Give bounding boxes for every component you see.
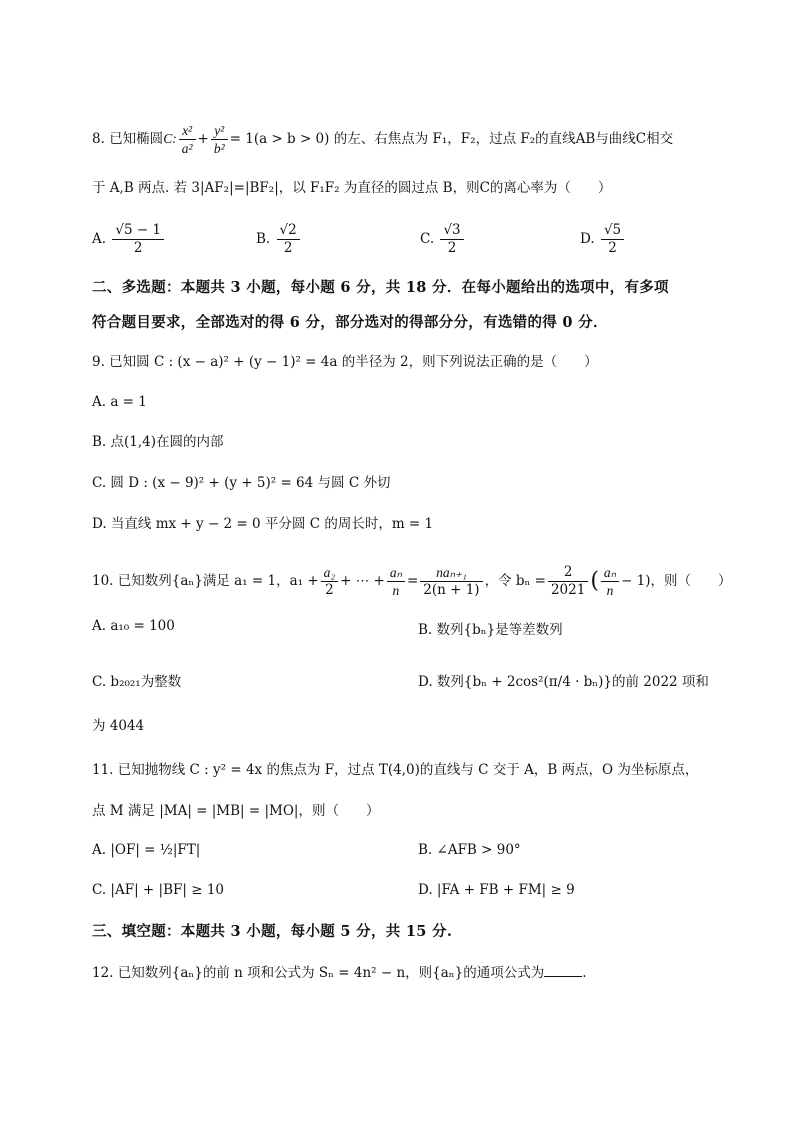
q12-stem: 12. 已知数列{aₙ}的前 n 项和公式为 Sₙ = 4n² − n，则{aₙ}的通项公式为 — [92, 965, 545, 981]
q10-option-d[interactable]: D. 数列{bₙ + 2cos²(π/4 · bₙ)}的前 2022 项和 — [418, 674, 709, 690]
q8-option-d[interactable]: D. $\frac{√5}{2}$ — [580, 222, 626, 257]
q10-mid2: = — [406, 573, 419, 589]
q10-frac-an-n: $\frac{\text{aₙ}}{n}$ — [601, 564, 619, 599]
q10-option-d-cont: 为 4044 — [92, 718, 145, 734]
q10-prefix: 10. 已知数列{aₙ}满足 a₁ = 1，a₁ + — [92, 573, 319, 589]
q9-option-b[interactable]: B. 点(1,4)在圆的内部 — [92, 434, 224, 450]
q9-stem: 9. 已知圆 C : (x − a)² + (y − 1)² = 4a 的半径为 2，则下列说法正确的是（ ） — [92, 354, 598, 370]
q8-text1: 的左、右焦点为 F₁，F₂，过点 F₂的直线AB与曲线C相交 — [333, 131, 674, 147]
q11-option-a[interactable]: A. |OF| = ½|FT| — [92, 842, 201, 858]
q8-number: 8. — [92, 131, 105, 147]
q8-prefix: 已知椭圆 — [109, 131, 164, 147]
q11-option-c[interactable]: C. |AF| + |BF| ≥ 10 — [92, 882, 224, 898]
q9-option-c[interactable]: C. 圆 D : (x − 9)² + (y + 5)² = 64 与圆 C 外切 — [92, 475, 391, 491]
q10-option-b[interactable]: B. 数列{bₙ}是等差数列 — [418, 622, 563, 638]
q8-option-b[interactable]: B. $\frac{√2}{2}$ — [256, 222, 302, 257]
q10-frac-2021: $\frac{2}{2021}$ — [548, 564, 588, 599]
q9-option-d[interactable]: D. 当直线 mx + y − 2 = 0 平分圆 C 的周长时，m = 1 — [92, 516, 434, 532]
q10-mid1: + ⋯ + — [340, 573, 385, 589]
q12-end: . — [582, 965, 587, 981]
q10-frac-a2: $\frac{\text{a₂}}{2}$ — [321, 564, 338, 599]
q11-line2: 点 M 满足 |MA| = |MB| = |MO|，则（ ） — [92, 803, 380, 819]
q10-tail: − 1)，则（ ） — [621, 573, 732, 589]
q10-option-a[interactable]: A. a₁₀ = 100 — [92, 618, 175, 634]
q10-frac-nan: $\frac{\text{naₙ₊₁}}{2(n + 1)}$ — [420, 564, 482, 599]
q8-line1: 8. 已知椭圆C: $\frac{\text{x²}}{\text{a²}}$ + $\frac{\text{y²}}{\text{b²}}$ = 1(a > b > 0) 的左、右焦点为 F₁，F₂，过点 F₂的直线AB与曲线C相交 — [92, 123, 674, 156]
q10-mid3: ，令 bₙ = — [484, 573, 546, 589]
q8-eq-tail: = 1(a > b > 0) — [229, 131, 330, 147]
q8-option-a[interactable]: A. $\frac{√5 - 1}{2}$ — [92, 222, 166, 257]
section3-title: 三、填空题：本题共 3 小题，每小题 5 分，共 15 分. — [92, 923, 453, 940]
section2-line1: 二、多选题：本题共 3 小题，每小题 6 分，共 18 分．在每小题给出的选项中，有多项 — [92, 279, 669, 296]
q8-curve-name: C: — [163, 131, 177, 146]
q8-option-c[interactable]: C. $\frac{√3}{2}$ — [420, 222, 466, 257]
q8-frac-y: $\frac{\text{y²}}{\text{b²}}$ — [211, 122, 228, 157]
q12-answer-blank[interactable] — [544, 962, 582, 977]
q10-frac-an: $\frac{\text{aₙ}}{n}$ — [387, 564, 405, 599]
q8-line2: 于 A,B 两点. 若 3|AF₂|=|BF₂|，以 F₁F₂ 为直径的圆过点 B，则C的离心率为（ ） — [92, 180, 612, 196]
q9-option-a[interactable]: A. a = 1 — [92, 394, 147, 410]
q10-option-c[interactable]: C. b₂₀₂₁为整数 — [92, 674, 182, 690]
section2-line2: 符合题目要求，全部选对的得 6 分，部分选对的得部分分，有选错的得 0 分． — [92, 314, 608, 331]
q10-stem: 10. 已知数列{aₙ}满足 a₁ = 1，a₁ + $\frac{\text{a₂}}{2}$ + ⋯ + $\frac{\text{aₙ}}{n}$ = $\frac{\text{naₙ₊₁}}{2(n + 1)}$ ，令 bₙ = $\frac{2}{2021}$ ( $\frac{\text{aₙ}}{n}$ − 1)，则（ ） — [92, 564, 732, 598]
q8-frac-x: $\frac{\text{x²}}{\text{a²}}$ — [179, 122, 196, 157]
q12-line — [92, 962, 704, 983]
q11-option-b[interactable]: B. ∠AFB > 90° — [418, 842, 521, 858]
q11-option-d[interactable]: D. |FA + FB + FM| ≥ 9 — [418, 882, 575, 898]
q11-line1: 11. 已知抛物线 C : y² = 4x 的焦点为 F，过点 T(4,0)的直线与 C 交于 A，B 两点，O 为坐标原点， — [92, 762, 699, 778]
